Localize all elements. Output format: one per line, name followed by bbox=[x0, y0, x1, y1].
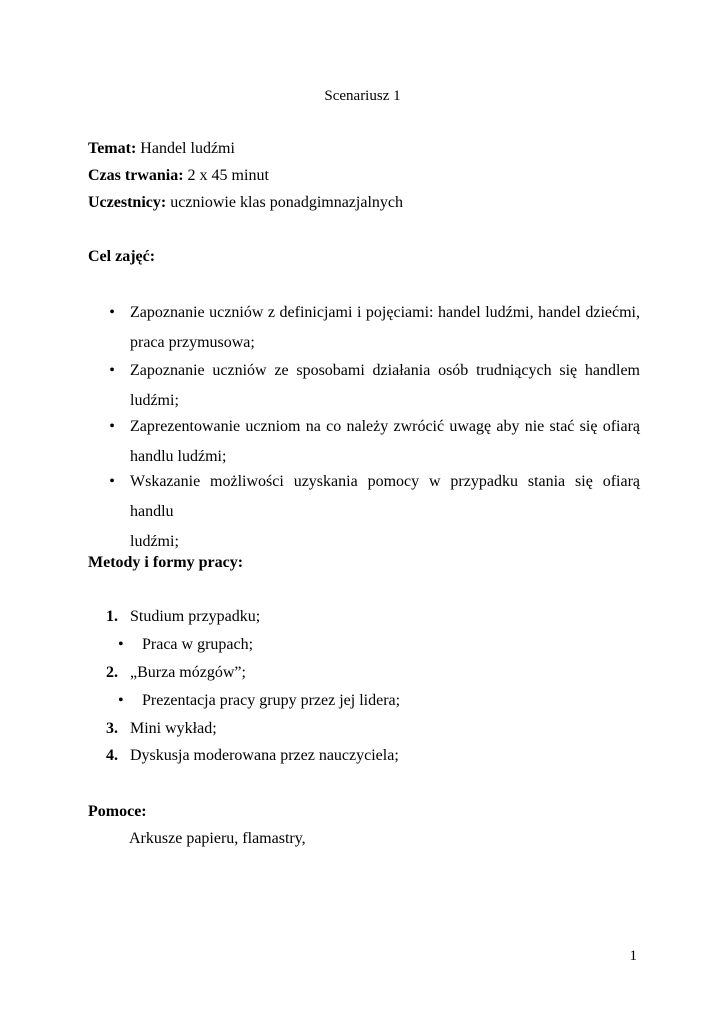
method-number: 4. bbox=[106, 747, 118, 764]
bullet-icon: • bbox=[109, 362, 115, 379]
method-label: Studium przypadku; bbox=[130, 608, 261, 625]
goal-line: Wskazanie możliwości uzyskania pomocy w przypadku stania się ofiarą handlu bbox=[130, 473, 640, 520]
goal-line: Zapoznanie uczniów ze sposobami działania osób trudniących się handlem bbox=[130, 362, 640, 379]
bullet-icon: • bbox=[109, 418, 115, 435]
methods-heading: Metody i formy pracy: bbox=[88, 554, 244, 571]
goal-line: ludźmi; bbox=[130, 533, 179, 550]
method-item bbox=[106, 608, 260, 626]
page-number: 1 bbox=[629, 948, 637, 964]
goal-line: handlu ludźmi; bbox=[130, 448, 227, 465]
goal-item bbox=[106, 467, 640, 557]
topic-line bbox=[88, 140, 235, 158]
method-subitem bbox=[118, 636, 253, 654]
goal-item bbox=[106, 412, 640, 472]
goal-line: ludźmi; bbox=[130, 392, 179, 409]
method-item bbox=[106, 720, 217, 738]
goal-item bbox=[106, 356, 640, 416]
method-label: Mini wykład; bbox=[130, 720, 217, 737]
duration-label: Czas trwania: bbox=[88, 167, 184, 184]
method-number: 1. bbox=[106, 608, 118, 625]
method-item bbox=[106, 747, 399, 765]
topic-value: Handel ludźmi bbox=[140, 140, 235, 157]
bullet-icon: • bbox=[109, 473, 115, 490]
method-number: 2. bbox=[106, 664, 118, 681]
aids-heading: Pomoce: bbox=[88, 803, 147, 820]
method-label: „Burza mózgów”; bbox=[130, 664, 246, 681]
goal-line: Zapoznanie uczniów z definicjami i pojęciami: handel ludźmi, handel dziećmi, bbox=[130, 304, 640, 321]
goals-heading: Cel zajęć: bbox=[88, 248, 156, 265]
participants-line bbox=[88, 194, 403, 212]
goal-item bbox=[106, 298, 640, 358]
topic-label: Temat: bbox=[88, 140, 137, 157]
scenario-title: Scenariusz 1 bbox=[324, 88, 401, 104]
participants-value: uczniowie klas ponadgimnazjalnych bbox=[170, 194, 403, 211]
aids-text: Arkusze papieru, flamastry, bbox=[129, 830, 306, 847]
bullet-icon: • bbox=[118, 636, 124, 653]
method-label: Dyskusja moderowana przez nauczyciela; bbox=[130, 747, 399, 764]
bullet-icon: • bbox=[109, 304, 115, 321]
participants-label: Uczestnicy: bbox=[88, 194, 167, 211]
method-sublabel: Praca w grupach; bbox=[142, 636, 254, 653]
method-sublabel: Prezentacja pracy grupy przez jej lidera; bbox=[142, 692, 401, 709]
goal-line: Zaprezentowanie uczniom na co należy zwrócić uwagę aby nie stać się ofiarą bbox=[130, 418, 640, 435]
method-item bbox=[106, 664, 246, 682]
method-number: 3. bbox=[106, 720, 118, 737]
bullet-icon: • bbox=[118, 692, 124, 709]
method-subitem bbox=[118, 692, 400, 710]
goal-line: praca przymusowa; bbox=[130, 334, 255, 351]
duration-line bbox=[88, 167, 269, 185]
duration-value: 2 x 45 minut bbox=[187, 167, 269, 184]
